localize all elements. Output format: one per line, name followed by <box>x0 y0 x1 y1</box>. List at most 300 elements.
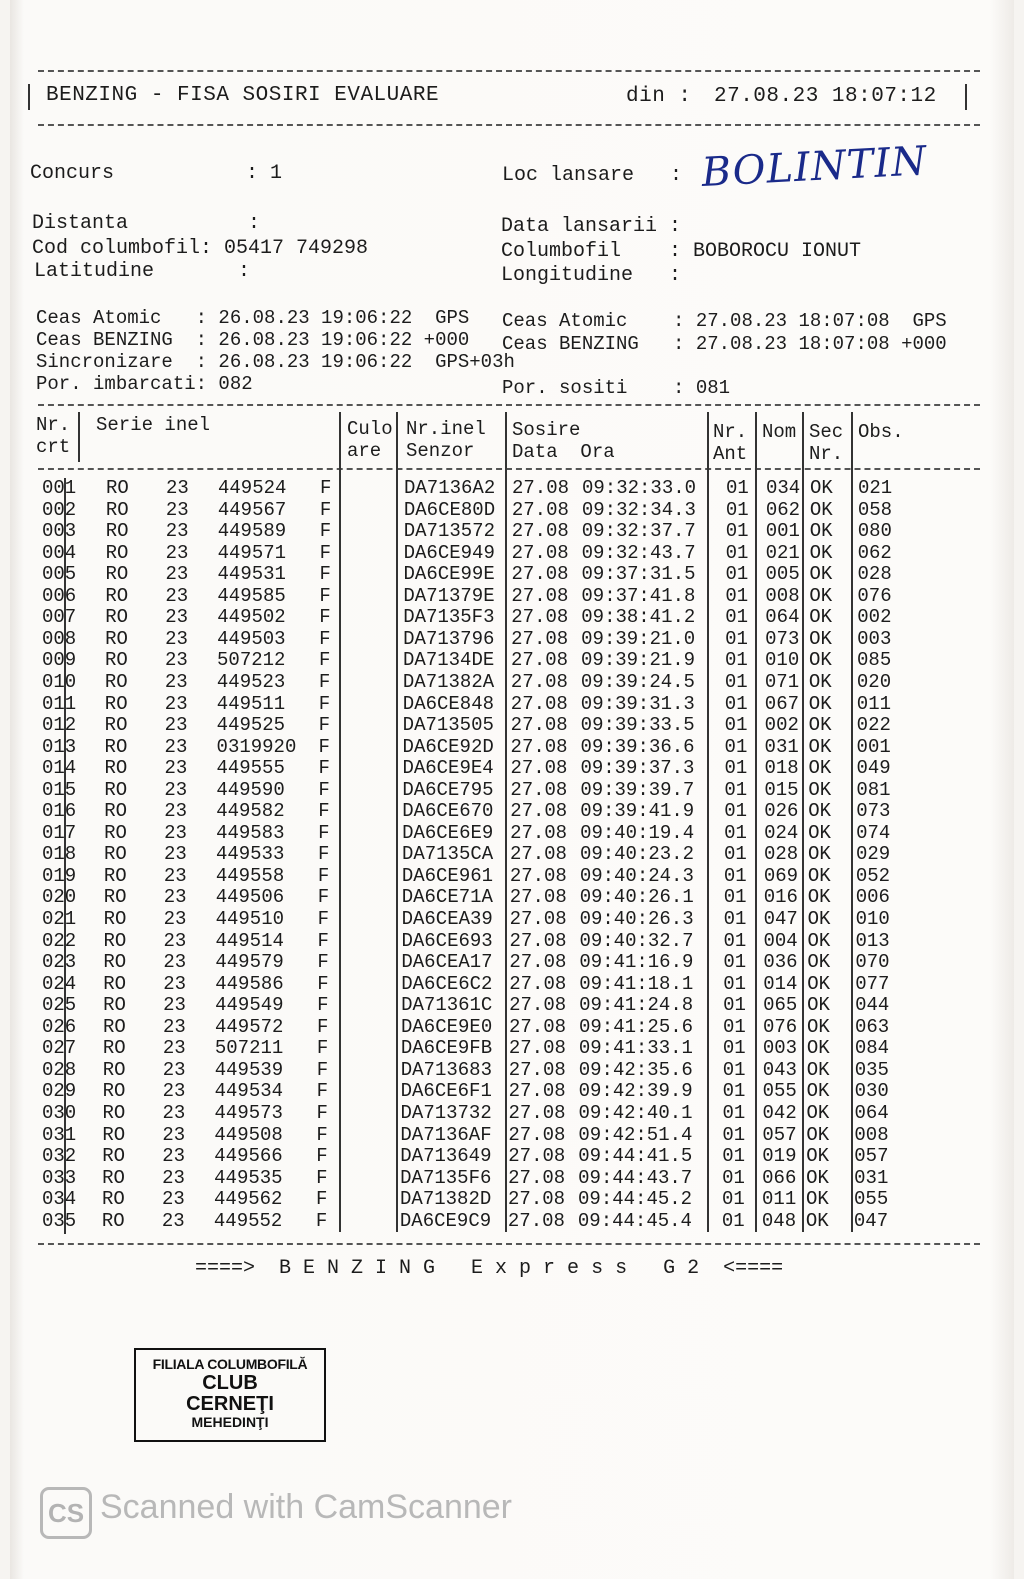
cell-ring-number: 449586 <box>215 972 284 995</box>
header-bottom-rule <box>38 124 980 126</box>
cell-country: RO <box>105 563 129 586</box>
cell-sensor-id: DA71379E <box>403 584 495 607</box>
cell-nr-crt: 023 <box>42 951 77 974</box>
cell-nr-crt: 024 <box>42 972 77 995</box>
table-row <box>42 1103 962 1125</box>
cell-ring-number: 449585 <box>217 584 286 607</box>
cell-sensor-id: DA71382A <box>402 670 495 693</box>
cell-sex: F <box>316 1058 329 1081</box>
cell-arrival-time: 09:40:26.1 <box>579 886 694 909</box>
distanta-field: Distanta : <box>32 212 261 235</box>
club-stamp <box>134 1348 326 1442</box>
cell-year: 23 <box>165 606 189 629</box>
cell-nom: 014 <box>763 972 798 995</box>
cell-country: RO <box>103 929 127 952</box>
cell-sec-nr: OK <box>807 1015 830 1038</box>
cell-arrival-time: 09:41:33.1 <box>578 1037 693 1060</box>
data-lansarii-field: Data lansarii : <box>501 215 682 238</box>
sep-nr-header <box>78 412 80 462</box>
cell-arrival-time: 09:39:39.7 <box>580 778 695 801</box>
table-row <box>42 672 962 694</box>
cell-country: RO <box>102 1145 126 1168</box>
cell-nom: 002 <box>764 714 799 737</box>
cell-country: RO <box>102 1037 126 1060</box>
cell-arrival-date: 27.08 <box>510 778 568 801</box>
cell-year: 23 <box>164 670 188 693</box>
cell-sec-nr: OK <box>808 800 831 823</box>
table-bottom-rule <box>38 1243 980 1245</box>
cell-ring-number: 449514 <box>215 929 284 952</box>
cell-nom: 073 <box>765 627 800 650</box>
cell-year: 23 <box>165 627 188 650</box>
cell-year: 23 <box>165 584 189 607</box>
cell-year: 23 <box>163 1015 186 1038</box>
cell-ring-number: 449582 <box>216 800 285 823</box>
cell-year: 23 <box>162 1058 186 1081</box>
cell-sex: F <box>319 584 331 607</box>
table-row <box>42 500 962 522</box>
cell-arrival-date: 27.08 <box>510 692 568 715</box>
cell-obs: 074 <box>856 821 891 844</box>
cell-year: 23 <box>163 908 187 930</box>
cell-sex: F <box>319 541 332 564</box>
cell-arrival-date: 27.08 <box>509 929 567 952</box>
cell-arrival-date: 27.08 <box>509 864 567 887</box>
cell-antenna: 01 <box>724 821 747 844</box>
cell-arrival-date: 27.08 <box>512 477 570 499</box>
cell-antenna: 01 <box>721 1209 745 1232</box>
cell-arrival-time: 09:41:25.6 <box>579 1015 694 1038</box>
cell-nom: 048 <box>761 1209 797 1232</box>
cell-nr-crt: 019 <box>42 864 77 887</box>
cell-year: 23 <box>163 929 187 952</box>
table-row <box>42 1081 962 1103</box>
cell-nr-crt: 033 <box>42 1166 77 1189</box>
cell-nr-crt: 022 <box>42 929 77 952</box>
cell-obs: 002 <box>857 606 892 629</box>
cell-obs: 080 <box>857 520 892 543</box>
loc-lansare-handwritten <box>700 138 929 200</box>
table-row <box>42 1038 962 1060</box>
cell-arrival-time: 09:32:33.0 <box>582 477 697 499</box>
cell-sensor-id: DA6CE6F1 <box>400 1080 492 1103</box>
cell-sensor-id: DA6CE9C9 <box>399 1209 492 1232</box>
table-row <box>42 607 962 629</box>
cell-nom: 064 <box>765 606 800 629</box>
col-sosire-2: Data Ora <box>512 441 615 463</box>
cell-sec-nr: OK <box>807 951 831 974</box>
cell-country: RO <box>102 1058 126 1081</box>
cell-arrival-time: 09:32:37.7 <box>581 520 696 543</box>
cell-country: RO <box>104 692 128 715</box>
cell-antenna: 01 <box>724 735 748 758</box>
cell-obs: 003 <box>857 627 892 650</box>
cell-sec-nr: OK <box>806 1037 830 1060</box>
cell-antenna: 01 <box>722 1037 746 1060</box>
cell-obs: 064 <box>854 1101 889 1124</box>
cell-sex: F <box>317 843 330 866</box>
cell-year: 23 <box>164 735 188 758</box>
cell-arrival-date: 27.08 <box>509 843 567 866</box>
cell-nr-crt: 002 <box>42 498 77 521</box>
cell-sec-nr: OK <box>806 1101 830 1124</box>
cell-arrival-time: 09:37:31.5 <box>581 563 696 586</box>
col-nr-1: Nr. <box>36 414 71 436</box>
cell-sensor-id: DA713796 <box>403 627 495 650</box>
table-row <box>42 931 962 953</box>
cell-sec-nr: OK <box>806 1080 830 1103</box>
cell-obs: 047 <box>853 1209 889 1232</box>
cell-year: 23 <box>164 778 188 801</box>
cell-nr-crt: 010 <box>42 670 77 693</box>
cell-nr-crt: 035 <box>42 1209 77 1232</box>
cell-antenna: 01 <box>723 886 747 909</box>
loc-lansare-label: Loc lansare : <box>502 164 683 187</box>
cell-nr-crt: 025 <box>42 994 77 1017</box>
cell-arrival-date: 27.08 <box>508 1188 566 1211</box>
cell-antenna: 01 <box>722 1058 746 1081</box>
table-header-rule <box>38 468 980 470</box>
cell-arrival-date: 27.08 <box>508 1166 566 1189</box>
cell-country: RO <box>105 498 129 521</box>
cell-year: 23 <box>165 563 189 586</box>
cell-obs: 029 <box>855 843 891 866</box>
cell-sec-nr: OK <box>808 757 832 780</box>
table-row <box>42 1189 962 1211</box>
header-top-rule <box>38 70 980 72</box>
cell-year: 23 <box>164 800 187 823</box>
cell-nr-crt: 006 <box>42 584 77 607</box>
cell-year: 23 <box>164 821 187 844</box>
cell-country: RO <box>105 627 128 650</box>
cell-sex: F <box>316 1101 328 1124</box>
table-row <box>42 974 962 996</box>
por-sositi: Por. sositi : 081 <box>502 377 731 399</box>
cell-arrival-time: 09:40:19.4 <box>580 821 695 844</box>
col-culoare-1: Culo <box>347 418 393 440</box>
cell-sex: F <box>319 563 331 586</box>
col-sosire-1: Sosire <box>512 419 581 441</box>
cell-nom: 019 <box>762 1145 797 1168</box>
cell-nom: 008 <box>765 584 800 607</box>
cell-antenna: 01 <box>724 714 748 737</box>
cell-antenna: 01 <box>723 994 746 1017</box>
cell-sec-nr: OK <box>806 1145 830 1168</box>
cell-arrival-date: 27.08 <box>510 821 568 844</box>
table-row <box>42 586 962 608</box>
cell-arrival-date: 27.08 <box>510 757 568 780</box>
cell-arrival-date: 27.08 <box>509 1015 567 1038</box>
cell-antenna: 01 <box>723 1015 746 1038</box>
table-row <box>42 1017 962 1039</box>
col-sec-1: Sec <box>809 421 844 443</box>
cell-arrival-date: 27.08 <box>509 951 567 974</box>
cell-arrival-date: 27.08 <box>508 1058 566 1081</box>
cell-arrival-time: 09:40:32.7 <box>579 929 694 952</box>
camscanner-watermark: Scanned with CamScanner <box>100 1488 513 1526</box>
cell-country: RO <box>103 994 126 1017</box>
cell-nr-crt: 016 <box>42 800 77 823</box>
table-row <box>42 629 962 651</box>
cell-country: RO <box>106 477 129 499</box>
clock-left-1: Ceas Atomic : 26.08.23 19:06:22 GPS <box>36 307 470 329</box>
clock-left-3: Sincronizare : 26.08.23 19:06:22 GPS+03h <box>36 351 515 373</box>
cell-year: 23 <box>163 864 187 887</box>
cell-sensor-id: DA6CE92D <box>402 735 494 758</box>
cell-arrival-time: 09:32:34.3 <box>581 498 696 521</box>
cell-ring-number: 449523 <box>216 670 286 693</box>
cell-arrival-time: 09:38:41.2 <box>581 606 696 629</box>
col-ant-2: Ant <box>713 443 748 465</box>
cell-nom: 018 <box>764 757 799 780</box>
cell-nom: 026 <box>764 800 799 823</box>
table-row <box>42 844 962 866</box>
cell-arrival-time: 09:44:45.4 <box>577 1209 692 1232</box>
cell-sex: F <box>316 1166 328 1189</box>
cell-sensor-id: DA6CE848 <box>402 692 495 715</box>
cell-sensor-id: DA71361C <box>401 994 493 1017</box>
cell-antenna: 01 <box>725 520 749 543</box>
cell-sensor-id: DA713572 <box>403 520 495 543</box>
cell-arrival-time: 09:41:18.1 <box>579 972 694 995</box>
cell-nom: 076 <box>763 1015 798 1038</box>
cell-sensor-id: DA7135F6 <box>400 1166 492 1189</box>
cell-antenna: 01 <box>725 541 749 564</box>
cell-sensor-id: DA6CE961 <box>401 864 494 887</box>
table-row <box>42 737 962 759</box>
cell-nr-crt: 011 <box>42 692 77 715</box>
cell-sensor-id: DA713732 <box>400 1101 492 1124</box>
cell-antenna: 01 <box>723 929 747 952</box>
cell-arrival-date: 27.08 <box>510 800 568 823</box>
cell-nom: 055 <box>762 1080 797 1103</box>
cell-country: RO <box>103 843 127 866</box>
cell-arrival-date: 27.08 <box>511 541 569 564</box>
cell-antenna: 01 <box>722 1188 745 1211</box>
cell-ring-number: 449502 <box>217 606 286 629</box>
cell-antenna: 01 <box>722 1145 746 1168</box>
cell-sex: F <box>317 972 329 995</box>
cell-arrival-date: 27.08 <box>511 649 569 672</box>
cell-sensor-id: DA7135F3 <box>403 606 495 629</box>
table-row <box>42 952 962 974</box>
clock-right-2: Ceas BENZING : 27.08.23 18:07:08 +000 <box>502 333 947 355</box>
cell-arrival-date: 27.08 <box>507 1209 565 1232</box>
table-row <box>42 995 962 1017</box>
cell-antenna: 01 <box>723 864 747 887</box>
cell-sec-nr: OK <box>806 1123 830 1146</box>
cell-nom: 062 <box>765 498 801 521</box>
table-top-rule <box>38 404 980 406</box>
cell-arrival-time: 09:39:41.9 <box>580 800 695 823</box>
cell-sec-nr: OK <box>808 778 832 801</box>
cell-year: 23 <box>163 972 187 995</box>
cell-ring-number: 449558 <box>215 864 285 887</box>
cell-antenna: 01 <box>725 498 749 521</box>
cell-arrival-date: 27.08 <box>509 886 567 909</box>
cell-year: 23 <box>162 1166 185 1189</box>
cell-sec-nr: OK <box>808 670 832 693</box>
cell-sensor-id: DA6CE9E4 <box>402 757 494 780</box>
table-row <box>42 758 962 780</box>
cell-antenna: 01 <box>722 1101 746 1124</box>
cell-sensor-id: DA6CE71A <box>401 886 493 909</box>
cell-country: RO <box>104 670 128 693</box>
cell-sensor-id: DA71382D <box>400 1188 492 1211</box>
table-row <box>42 650 962 672</box>
cell-sec-nr: OK <box>808 714 832 737</box>
cell-sex: F <box>319 627 331 650</box>
cell-country: RO <box>105 584 129 607</box>
cell-sec-nr: OK <box>809 541 833 564</box>
cell-nom: 047 <box>763 908 798 930</box>
printout-page <box>10 0 1014 1579</box>
cod-columbofil-field: Cod columbofil: 05417 749298 <box>32 237 369 260</box>
col-ant-1: Nr. <box>713 421 748 443</box>
cell-nr-crt: 029 <box>42 1080 77 1103</box>
cell-arrival-date: 27.08 <box>508 1145 566 1168</box>
stamp-line-1: FILIALA COLUMBOFILĂ <box>152 1356 308 1372</box>
cell-country: RO <box>105 606 129 629</box>
cell-arrival-time: 09:40:24.3 <box>579 864 694 887</box>
cell-ring-number: 449535 <box>214 1166 283 1189</box>
cell-year: 23 <box>163 886 187 909</box>
cell-sex: F <box>318 778 330 801</box>
cell-sex: F <box>316 1188 328 1211</box>
cell-sec-nr: OK <box>809 563 833 586</box>
cell-nom: 071 <box>764 670 800 693</box>
cell-nom: 065 <box>763 994 798 1017</box>
cell-sex: F <box>318 670 331 693</box>
cell-ring-number: 449508 <box>214 1123 283 1146</box>
cell-country: RO <box>104 821 127 844</box>
cell-sensor-id: DA713683 <box>400 1058 492 1081</box>
cell-ring-number: 449573 <box>214 1101 283 1124</box>
cell-nom: 005 <box>765 563 800 586</box>
header-right-bar <box>965 84 967 110</box>
cell-arrival-time: 09:44:45.2 <box>578 1188 693 1211</box>
cell-sensor-id: DA6CE80D <box>403 498 496 521</box>
cell-obs: 013 <box>855 929 890 952</box>
col-nr-2: crt <box>36 436 71 458</box>
cell-nom: 036 <box>763 951 798 974</box>
cell-ring-number: 449590 <box>216 778 285 801</box>
cell-arrival-date: 27.08 <box>509 972 567 995</box>
table-row <box>42 801 962 823</box>
cell-nr-crt: 034 <box>42 1188 77 1211</box>
cell-arrival-time: 09:32:43.7 <box>581 541 696 564</box>
table-row <box>42 1211 962 1233</box>
cell-sex: F <box>317 886 330 909</box>
cell-obs: 084 <box>854 1037 890 1060</box>
cell-obs: 044 <box>855 994 890 1017</box>
cell-country: RO <box>105 520 129 543</box>
cell-nr-crt: 004 <box>42 541 77 564</box>
cell-sec-nr: OK <box>806 1188 829 1211</box>
cell-ring-number: 449555 <box>216 757 285 780</box>
col-obs: Obs. <box>858 421 904 443</box>
cell-sec-nr: OK <box>808 692 832 715</box>
cell-country: RO <box>102 1166 125 1189</box>
cell-country: RO <box>102 1188 125 1211</box>
cell-nom: 043 <box>762 1058 797 1081</box>
cell-ring-number: 449566 <box>214 1145 283 1168</box>
cell-obs: 021 <box>858 477 893 499</box>
cell-obs: 010 <box>855 908 890 930</box>
cell-ring-number: 449534 <box>214 1080 284 1103</box>
cell-sec-nr: OK <box>806 1166 829 1189</box>
concurs-field: Concurs : 1 <box>30 162 283 185</box>
cell-sex: F <box>318 735 330 758</box>
cell-country: RO <box>104 757 128 780</box>
cell-ring-number: 449589 <box>217 520 287 543</box>
cell-sex: F <box>317 864 330 887</box>
cell-nr-crt: 008 <box>42 627 77 650</box>
cell-nr-crt: 013 <box>42 735 77 758</box>
cell-obs: 008 <box>854 1123 889 1146</box>
cell-ring-number: 507211 <box>214 1037 284 1060</box>
cell-year: 23 <box>163 951 187 974</box>
cell-obs: 006 <box>855 886 890 909</box>
cell-sec-nr: OK <box>807 929 831 952</box>
cell-year: 23 <box>162 1145 186 1168</box>
cell-nom: 069 <box>763 864 799 887</box>
cell-obs: 001 <box>856 735 891 758</box>
cell-nr-crt: 012 <box>42 714 77 737</box>
cell-country: RO <box>103 951 127 974</box>
cell-sex: F <box>318 800 330 823</box>
cell-nr-crt: 009 <box>42 649 77 672</box>
cell-obs: 070 <box>855 951 890 974</box>
cell-sex: F <box>316 1123 328 1146</box>
cell-sensor-id: DA6CE9FB <box>400 1037 493 1060</box>
cell-nom: 067 <box>764 692 800 715</box>
table-row <box>42 478 962 500</box>
cell-arrival-date: 27.08 <box>508 1101 566 1124</box>
header-left-bar <box>28 84 30 110</box>
cell-obs: 055 <box>854 1188 889 1211</box>
cell-sec-nr: OK <box>805 1209 829 1232</box>
cell-year: 23 <box>165 541 189 564</box>
cell-sex: F <box>317 929 329 952</box>
cell-obs: 028 <box>857 563 892 586</box>
cell-sec-nr: OK <box>807 864 831 887</box>
svg-text:BOLINTIN: BOLINTIN <box>700 138 929 196</box>
cell-sex: F <box>316 1080 329 1103</box>
cell-sensor-id: DA7134DE <box>403 649 495 672</box>
col-sec-2: Nr. <box>809 443 844 465</box>
por-imbarcati: Por. imbarcati: 082 <box>36 373 253 395</box>
cell-sex: F <box>317 908 329 930</box>
cell-ring-number: 449552 <box>213 1209 283 1232</box>
cell-ring-number: 449533 <box>215 843 285 866</box>
cell-arrival-date: 27.08 <box>508 1037 566 1060</box>
cell-nom: 001 <box>765 520 800 543</box>
report-title: BENZING - FISA SOSIRI EVALUARE <box>46 84 440 107</box>
cell-nr-crt: 014 <box>42 757 77 780</box>
cell-antenna: 01 <box>724 800 747 823</box>
table-row <box>42 521 962 543</box>
table-row <box>42 564 962 586</box>
cell-arrival-time: 09:39:36.6 <box>580 735 695 758</box>
cell-ring-number: 449549 <box>215 994 284 1017</box>
stamp-line-3: CERNEŢI <box>186 1393 274 1415</box>
cell-arrival-time: 09:44:43.7 <box>578 1166 693 1189</box>
cell-antenna: 01 <box>724 757 748 780</box>
cell-nr-crt: 026 <box>42 1015 77 1038</box>
cell-nom: 011 <box>762 1188 797 1211</box>
cell-sex: F <box>319 606 331 629</box>
